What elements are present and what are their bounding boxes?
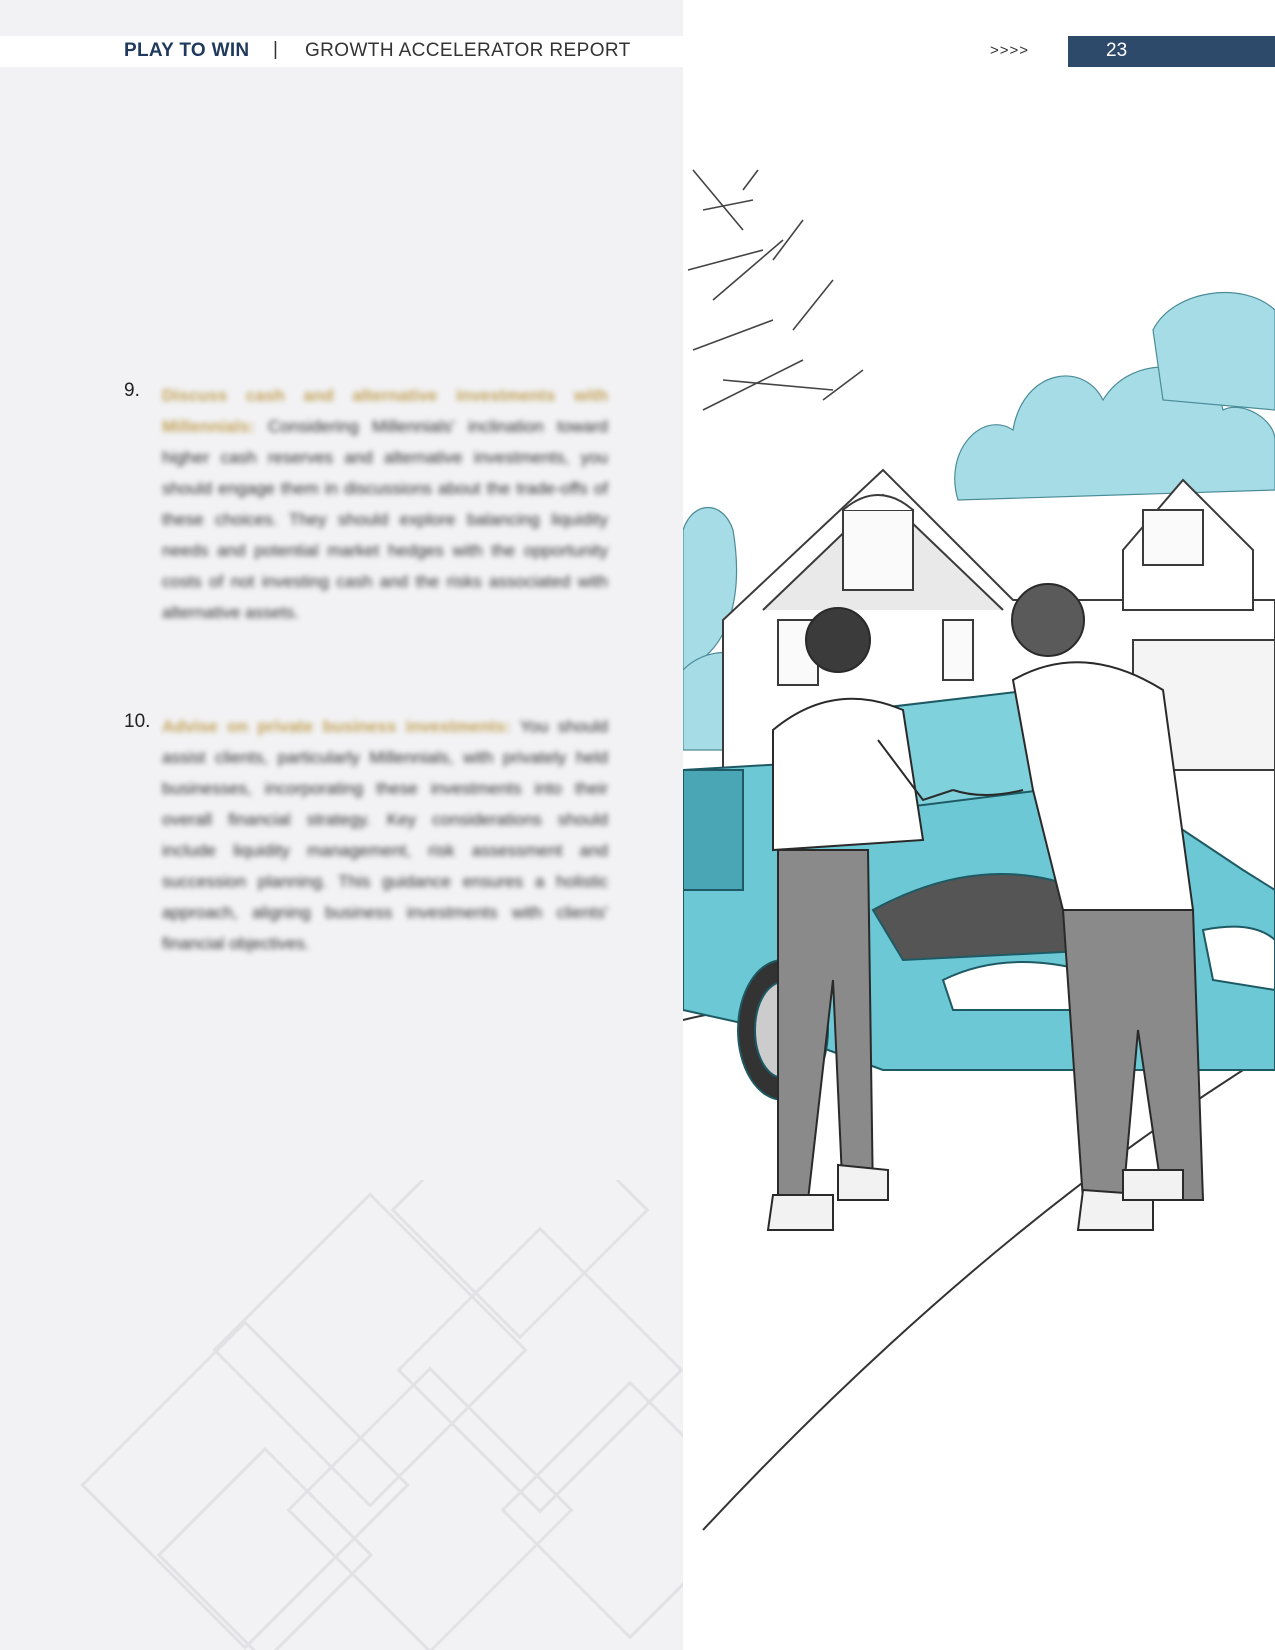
item-text	[162, 711, 608, 959]
item-text	[162, 380, 608, 628]
item-number: 9.	[124, 380, 140, 401]
item-body: Considering Millennials' inclination toward higher cash reserves and alternative investments, you should engage them in discussions about the trade-offs of these choices. They should explore balancing liquidity needs and potential market hedges with the opportunity costs of not investing cash and the risks associated with alternative assets.	[162, 417, 608, 622]
item-body: You should assist clients, particularly Millennials, with privately held businesses, incorporating these investments into their overall financial strategy. Key considerations should include liquidity management, risk assessment and succession planning. This guidance ensures a holistic approach, aligning business investments with clients' financial objectives.	[162, 717, 608, 953]
illustration-father-son-car	[683, 150, 1275, 1550]
page-number-box	[1068, 36, 1275, 67]
right-panel	[683, 0, 1275, 1650]
brand-title: PLAY TO WIN	[124, 40, 250, 61]
arrows-indicator: >>>>	[990, 42, 1030, 59]
list-item	[124, 380, 608, 660]
decorative-geometric-pattern	[0, 1180, 683, 1650]
item-number: 10.	[124, 711, 151, 732]
item-lead: Discuss cash and alternative investments with Millennials:	[162, 386, 608, 436]
list-item	[124, 711, 608, 991]
header-separator: |	[273, 39, 278, 60]
report-title: GROWTH ACCELERATOR REPORT	[305, 40, 631, 61]
item-lead: Advise on private business investments:	[162, 717, 511, 736]
page-number: 23	[1106, 40, 1128, 61]
